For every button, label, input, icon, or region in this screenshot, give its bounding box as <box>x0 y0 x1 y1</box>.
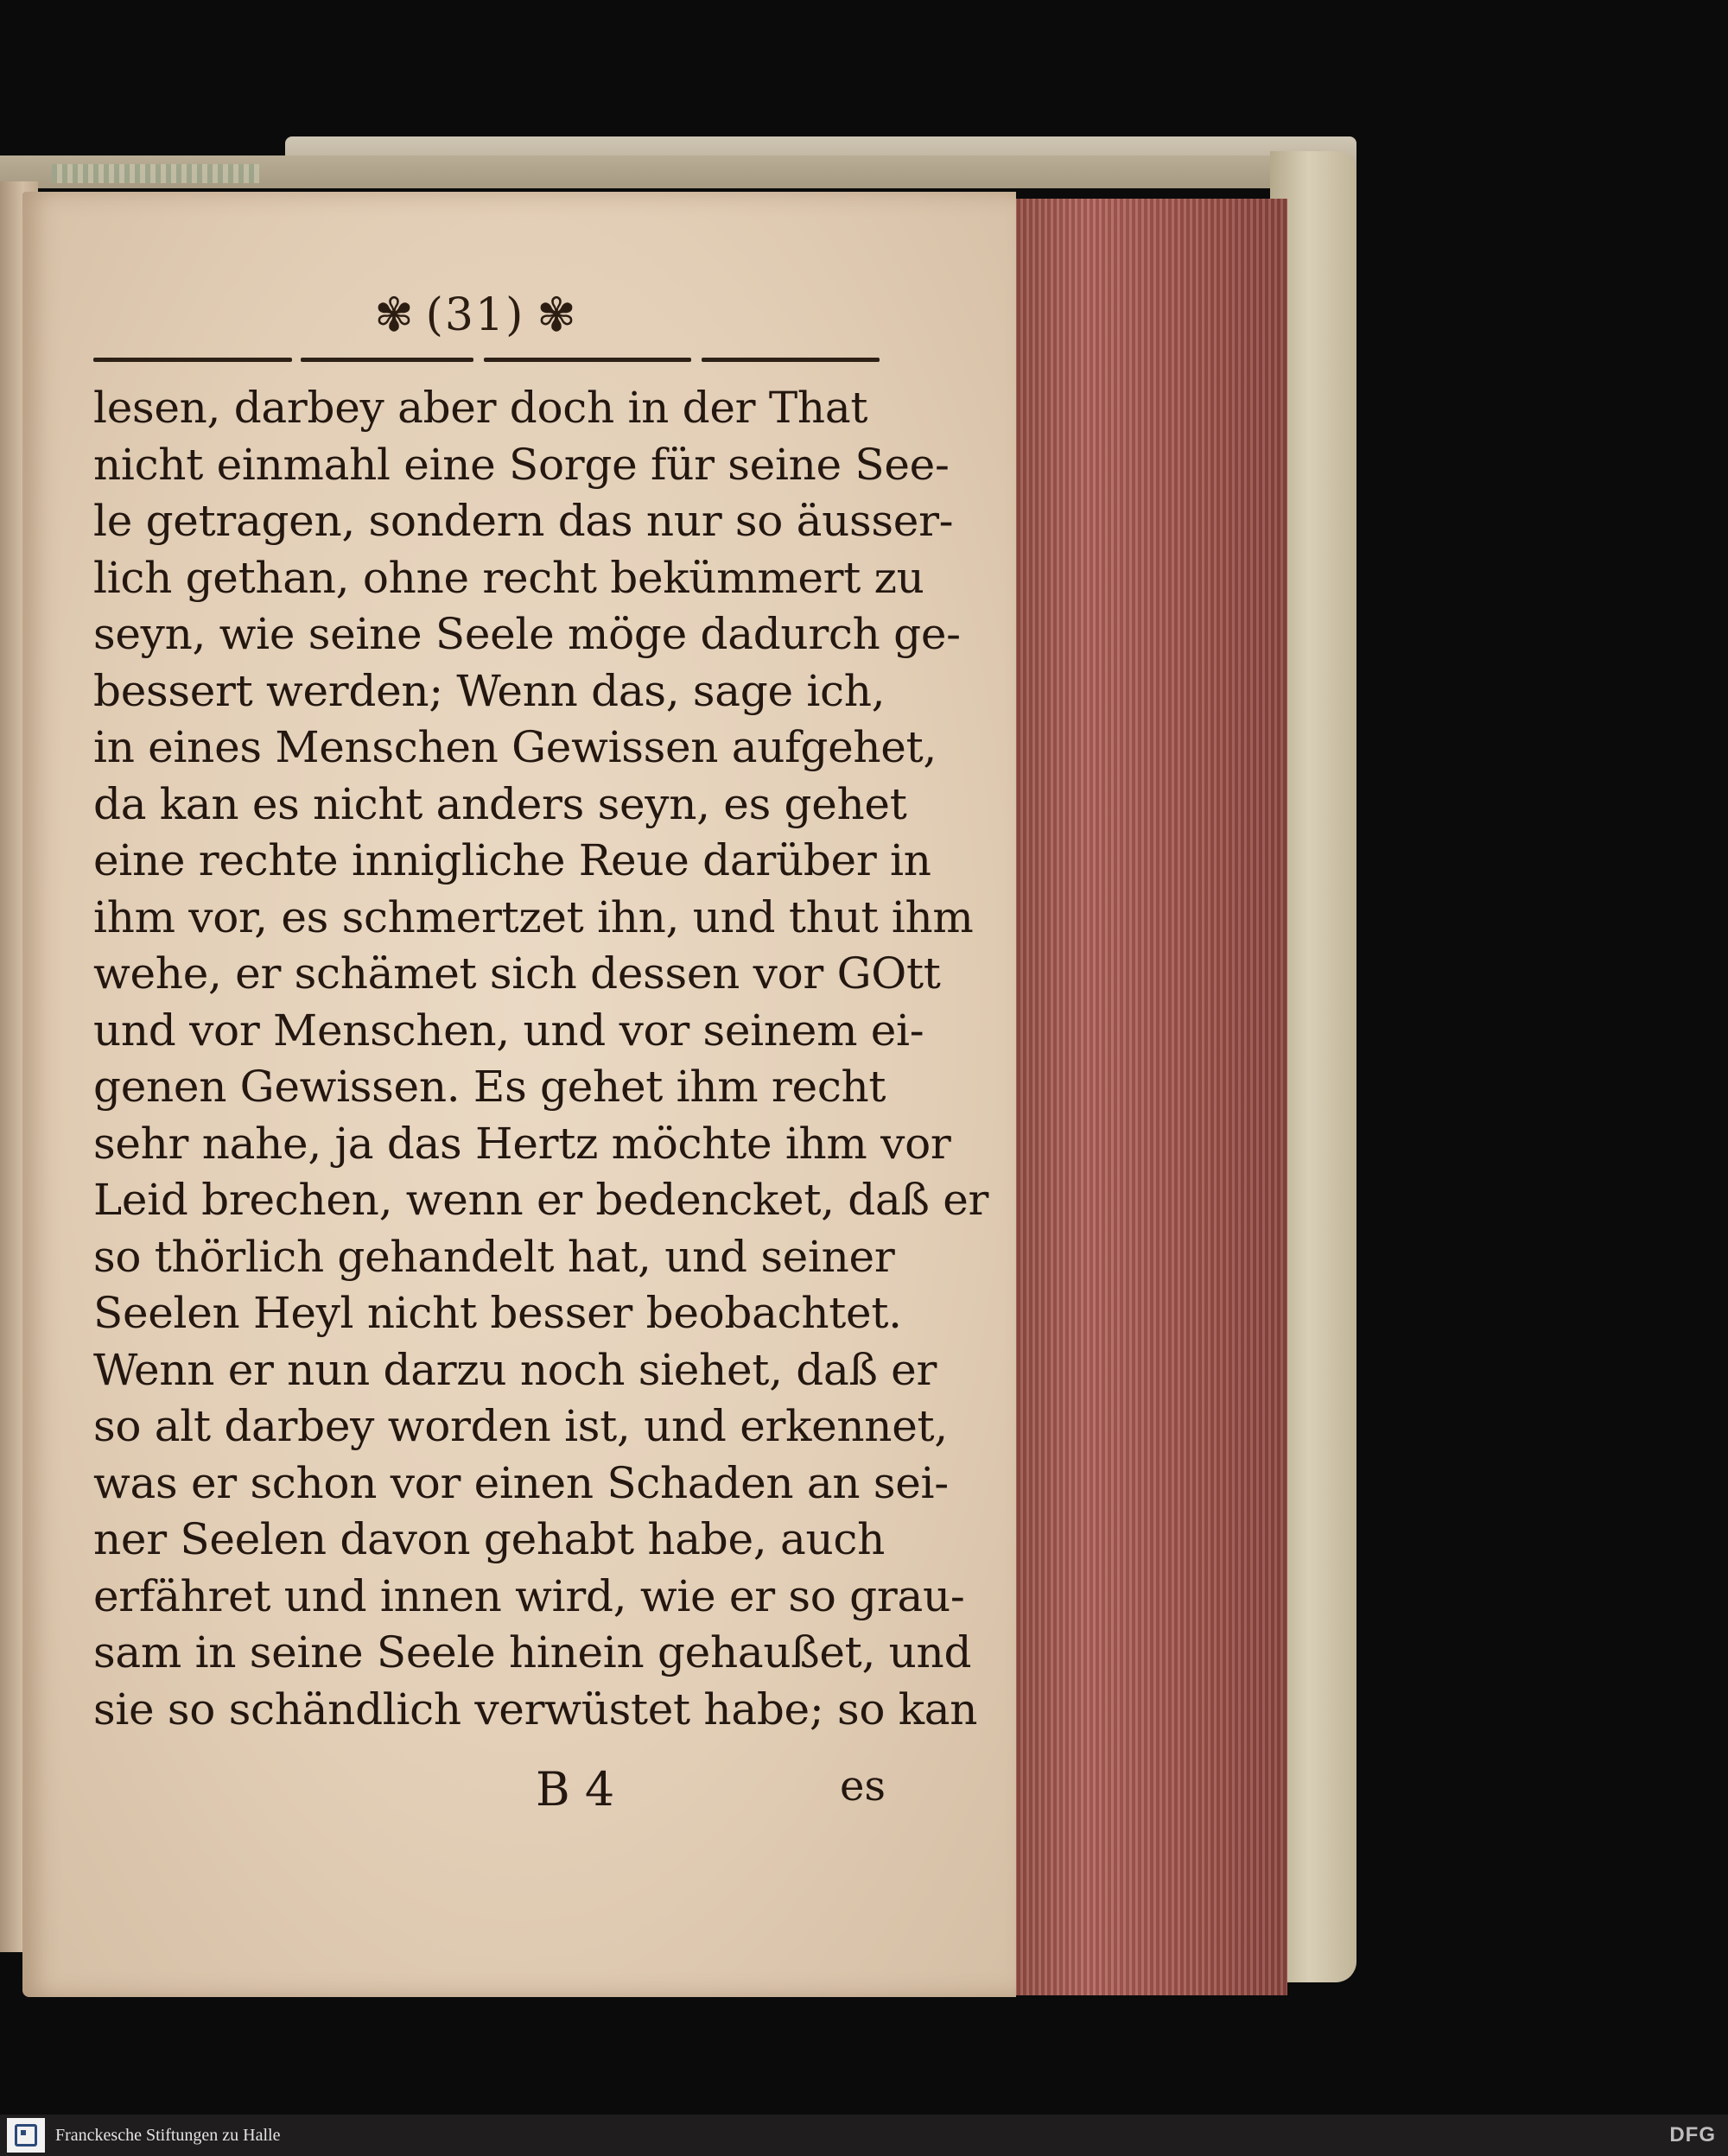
dfg-badge: DFG <box>1669 2123 1716 2146</box>
catchword: es <box>840 1762 886 1810</box>
text-line: Leid brechen, wenn er bedencket, daß er <box>93 1175 989 1225</box>
page-number: (31) <box>425 289 525 341</box>
binding-decoration <box>52 164 259 183</box>
text-line: sehr nahe, ja das Hertz möchte ihm vor <box>93 1118 951 1169</box>
institution-logo-icon <box>15 2124 37 2146</box>
footer-bar <box>0 2115 1728 2156</box>
signature-mark: B 4 <box>536 1762 615 1817</box>
footer-institution-name: Franckesche Stiftungen zu Halle <box>55 2125 281 2145</box>
text-line: seyn, wie seine Seele möge dadurch ge- <box>93 609 961 659</box>
text-line: wehe, er schämet sich dessen vor GOtt <box>93 948 941 999</box>
text-line: so thörlich gehandelt hat, und seiner <box>93 1231 895 1282</box>
text-line: in eines Menschen Gewissen aufgehet, <box>93 722 937 772</box>
text-line: lich gethan, ohne recht bekümmert zu <box>93 552 924 603</box>
text-line: bessert werden; Wenn das, sage ich, <box>93 665 886 716</box>
text-line: Seelen Heyl nicht besser beobachtet. <box>93 1288 902 1338</box>
ornament-left-icon: ✾ <box>374 288 414 342</box>
red-page-edges <box>1002 199 1287 1995</box>
text-line: genen Gewissen. Es gehet ihm recht <box>93 1062 886 1112</box>
text-line: nicht einmahl eine Sorge für seine See- <box>93 439 950 490</box>
text-line: ihm vor, es schmertzet ihn, und thut ihm <box>93 891 974 942</box>
text-line: lesen, darbey aber doch in der That <box>93 383 868 433</box>
footer-logo[interactable] <box>7 2118 45 2153</box>
text-line: erfähret und innen wird, wie er so grau- <box>93 1570 965 1621</box>
text-line: was er schon vor einen Schaden an sei- <box>93 1457 949 1508</box>
text-line: ner Seelen davon gehabt habe, auch <box>93 1514 885 1564</box>
text-line: Wenn er nun darzu noch siehet, daß er <box>93 1344 937 1395</box>
text-line: so alt darbey worden ist, und erkennet, <box>93 1401 948 1451</box>
text-line: da kan es nicht anders seyn, es gehet <box>93 778 907 829</box>
page-header <box>337 285 613 346</box>
text-line: eine rechte innigliche Reue darüber in <box>93 835 931 885</box>
ornament-right-icon: ✾ <box>537 288 576 342</box>
header-rule <box>93 358 880 365</box>
page-text <box>93 380 989 1762</box>
text-line: sam in seine Seele hinein gehaußet, und <box>93 1627 972 1677</box>
text-line: sie so schändlich verwüstet habe; so kan <box>93 1684 978 1734</box>
text-line: und vor Menschen, und vor seinem ei- <box>93 1005 924 1056</box>
text-line: le getragen, sondern das nur so äusser- <box>93 496 954 546</box>
